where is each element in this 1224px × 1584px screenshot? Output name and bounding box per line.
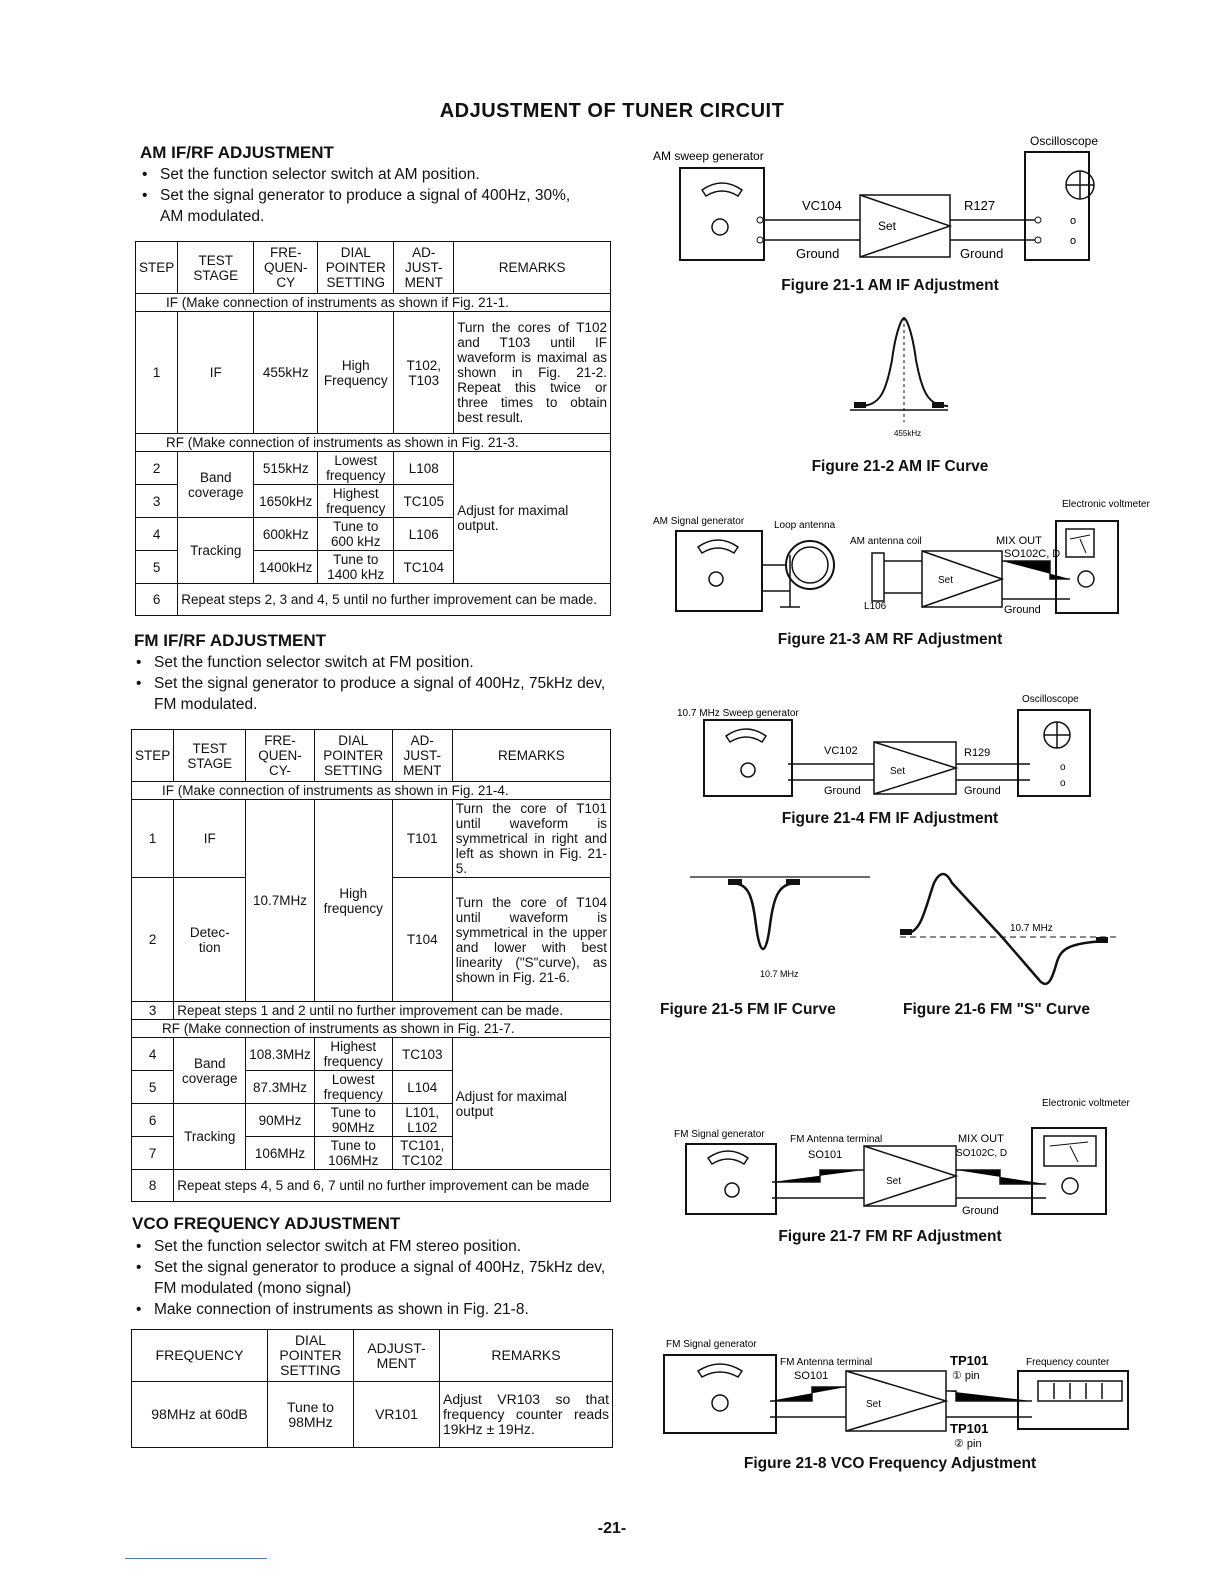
f8-set-label: Set: [866, 1399, 882, 1410]
vco-dial: Tune to 98MHz: [268, 1382, 354, 1448]
f4-scope-label: Oscilloscope: [1022, 694, 1079, 705]
f3-gen-label: AM Signal generator: [653, 516, 745, 527]
f3-set-box: [922, 551, 1002, 607]
am-rf-remarks: Adjust for maximal output.: [454, 452, 611, 584]
am-step-2: 2: [136, 452, 178, 485]
am-tracking: Tracking: [178, 518, 254, 584]
fm-step-3: 3: [132, 1002, 174, 1020]
figure-21-4: [672, 690, 1102, 802]
fm-bullets: [132, 652, 612, 715]
figure-21-8: [662, 1335, 1132, 1453]
fm-remarks-1: Turn the core of T101 until waveform is symmetrical in right and left as shown in Fig. 21-5.: [452, 800, 610, 878]
f3-loop-antenna-icon: [786, 541, 834, 589]
f8-knob-icon: [712, 1395, 728, 1411]
f8-generator-box: [664, 1355, 776, 1433]
fm-freq-6: 90MHz: [246, 1104, 315, 1137]
fm-heading: FM IF/RF ADJUSTMENT: [134, 631, 327, 650]
vco-head-dial: DIAL POINTER SETTING: [268, 1330, 354, 1382]
am-head-adj: AD- JUST- MENT: [394, 242, 454, 294]
am-head-stage: TEST STAGE: [178, 242, 254, 294]
fm-tracking: Tracking: [174, 1104, 246, 1170]
f2-freq-label: 455kHz: [894, 429, 922, 438]
vco-head-freq: FREQUENCY: [132, 1330, 268, 1382]
figure-21-1: [650, 130, 1130, 270]
f7-so1-label: SO101: [808, 1149, 843, 1161]
fm-remarks-2: Turn the core of T104 until waveform is symmetrical in the upper and lower with best linearity ("S"curve), as shown in Fig. 21-6.: [452, 878, 610, 1002]
f8-caption: Figure 21-8 VCO Frequency Adjustment: [743, 1455, 1037, 1472]
f1-knob-icon: [712, 219, 728, 235]
f4-r-label: R129: [964, 747, 991, 759]
am-adj-2: L108: [394, 452, 454, 485]
f7-ground-label: Ground: [962, 1205, 999, 1217]
am-adj-5: TC104: [394, 551, 454, 584]
am-adj-1: T102, T103: [394, 312, 454, 434]
vco-head-remarks: REMARKS: [440, 1330, 613, 1382]
am-adj-4: L106: [394, 518, 454, 551]
f3-ground-label: Ground: [1004, 604, 1041, 616]
am-freq-2: 515kHz: [254, 452, 318, 485]
svg-text:o: o: [1060, 778, 1066, 789]
am-rf-note: RF (Make connection of instruments as shown in Fig. 21-3.: [136, 434, 611, 452]
figure-21-6: [890, 865, 1130, 1000]
am-dial-5: Tune to 1400 kHz: [318, 551, 394, 584]
f8-pin2-label: ② pin: [954, 1438, 982, 1450]
am-head-remarks: REMARKS: [454, 242, 611, 294]
f6-freq-label: 10.7 MHz: [1010, 923, 1053, 934]
fm-head-remarks: REMARKS: [452, 730, 610, 782]
am-step-4: 4: [136, 518, 178, 551]
f8-set-box: [846, 1371, 946, 1431]
f8-gen-label: FM Signal generator: [666, 1339, 757, 1350]
am-step-6: 6: [136, 584, 178, 616]
fm-freq-5: 87.3MHz: [246, 1071, 315, 1104]
f4-caption: Figure 21-4 FM IF Adjustment: [781, 810, 999, 827]
am-step-5: 5: [136, 551, 178, 584]
f7-mix-label: MIX OUT: [958, 1133, 1004, 1145]
fm-bullet-2: • Set the signal generator to produce a signal of 400Hz, 75kHz dev, FM modulated.: [132, 673, 612, 715]
am-bullets: [138, 164, 578, 227]
f7-meter-icon: [708, 1151, 748, 1164]
f7-meter-label: Electronic voltmeter: [1042, 1098, 1130, 1109]
footer-rule: [125, 1558, 267, 1559]
vco-heading: VCO FREQUENCY ADJUSTMENT: [132, 1214, 401, 1233]
f3-coil-icon: [872, 553, 884, 601]
svg-text:o: o: [1070, 215, 1077, 227]
f8-tp1-label: TP101: [950, 1353, 989, 1368]
am-table: [135, 241, 611, 616]
f1-caption: Figure 21-1 AM IF Adjustment: [781, 277, 999, 294]
f8-tp2-label: TP101: [950, 1421, 989, 1436]
f5-freq-label: 10.7 MHz: [760, 969, 799, 979]
am-dial-1: High Frequency: [318, 312, 394, 434]
fm-step-2: 2: [132, 878, 174, 1002]
vco-bullets: [132, 1236, 614, 1320]
fm-freq-4: 108.3MHz: [246, 1038, 315, 1071]
f8-ant-label: FM Antenna terminal: [780, 1357, 873, 1368]
f1-meter-icon: [702, 183, 742, 196]
am-bullet-1: • Set the function selector switch at AM position.: [138, 164, 578, 185]
fm-adj-4: TC103: [392, 1038, 452, 1071]
f5-caption: Figure 21-5 FM IF Curve: [660, 1001, 836, 1018]
fm-step-5: 5: [132, 1071, 174, 1104]
page-number: -21-: [597, 1520, 627, 1537]
f4-knob-icon: [741, 763, 755, 777]
f1-scope-label: Oscilloscope: [1030, 134, 1099, 148]
f3-knob-icon: [709, 572, 723, 586]
fm-stage-1: IF: [174, 800, 246, 878]
fm-adj-1: T101: [392, 800, 452, 878]
f1-generator-box: [680, 168, 764, 260]
f8-counter-display-icon: [1038, 1381, 1122, 1401]
f3-coil-label: AM antenna coil: [850, 536, 922, 547]
vco-adj: VR101: [354, 1382, 440, 1448]
fm-row3-text: Repeat steps 1 and 2 until no further improvement can be made.: [174, 1002, 611, 1020]
f7-voltmeter-box: [1032, 1128, 1106, 1214]
fm-head-stage: TEST STAGE: [174, 730, 246, 782]
f3-generator-box: [676, 531, 762, 611]
fm-if-note: IF (Make connection of instruments as shown in Fig. 21-4.: [132, 782, 611, 800]
f8-counter-label: Frequency counter: [1026, 1357, 1110, 1368]
svg-text:o: o: [1070, 235, 1077, 247]
vco-remarks: Adjust VR103 so that frequency counter reads 19kHz ± 19Hz.: [440, 1382, 613, 1448]
fm-step-8: 8: [132, 1170, 174, 1202]
f1-ground-2: Ground: [960, 246, 1004, 261]
fm-head-adj: AD- JUST- MENT: [392, 730, 452, 782]
am-band: Band coverage: [178, 452, 254, 518]
figure-21-3: [650, 495, 1150, 623]
am-head-step: STEP: [136, 242, 178, 294]
f4-vc-label: VC102: [824, 745, 858, 757]
am-freq-4: 600kHz: [254, 518, 318, 551]
f7-caption: Figure 21-7 FM RF Adjustment: [778, 1228, 1002, 1245]
am-freq-3: 1650kHz: [254, 485, 318, 518]
f3-meter-icon: [698, 540, 738, 553]
f7-set-box: [864, 1146, 956, 1206]
fm-dial-6: Tune to 90MHz: [314, 1104, 392, 1137]
f1-ground-1: Ground: [796, 246, 840, 261]
fm-adj-7: TC101, TC102: [392, 1137, 452, 1170]
fm-bullet-1: • Set the function selector switch at FM position.: [132, 652, 612, 673]
f1-r-label: R127: [964, 198, 996, 213]
am-dial-4: Tune to 600 kHz: [318, 518, 394, 551]
f3-meter-label: Electronic voltmeter: [1062, 499, 1150, 510]
fm-adj-6: L101, L102: [392, 1104, 452, 1137]
vco-freq: 98MHz at 60dB: [132, 1382, 268, 1448]
fm-head-dial: DIAL POINTER SETTING: [314, 730, 392, 782]
fm-row8-text: Repeat steps 4, 5 and 6, 7 until no further improvement can be made: [174, 1170, 611, 1202]
am-freq-1: 455kHz: [254, 312, 318, 434]
f2-caption: Figure 21-2 AM IF Curve: [811, 458, 989, 475]
vco-bullet-2: • Set the signal generator to produce a signal of 400Hz, 75kHz dev, FM modulated (mono signal): [132, 1257, 614, 1299]
am-head-dial: DIAL POINTER SETTING: [318, 242, 394, 294]
f3-caption: Figure 21-3 AM RF Adjustment: [777, 631, 1003, 648]
f3-loop-label: Loop antenna: [774, 520, 836, 531]
fm-dial-7: Tune to 106MHz: [314, 1137, 392, 1170]
f7-ant-label: FM Antenna terminal: [790, 1134, 883, 1145]
f8-counter-box: [1018, 1371, 1128, 1429]
f1-set-label: Set: [878, 219, 897, 233]
f3-set-label: Set: [938, 575, 954, 586]
fm-dial-5: Lowest frequency: [314, 1071, 392, 1104]
f8-meter-icon: [698, 1364, 742, 1377]
fm-step-6: 6: [132, 1104, 174, 1137]
am-adj-3: TC105: [394, 485, 454, 518]
fm-dial-4: Highest frequency: [314, 1038, 392, 1071]
f6-curve: [908, 874, 1106, 984]
f7-so2-label: SO102C, D: [956, 1148, 1008, 1159]
am-stage-1: IF: [178, 312, 254, 434]
f1-set-box: [860, 195, 950, 257]
f3-l-label: L106: [864, 601, 887, 612]
f1-scope-box: [1025, 152, 1089, 260]
f7-set-label: Set: [886, 1176, 902, 1187]
f3-mix-label: MIX OUT: [996, 535, 1042, 547]
am-dial-3: Highest frequency: [318, 485, 394, 518]
fm-band: Band coverage: [174, 1038, 246, 1104]
am-bullet-2: • Set the signal generator to produce a signal of 400Hz, 30%, AM modulated.: [138, 185, 578, 227]
am-remarks-1: Turn the cores of T102 and T103 until IF waveform is maximal as shown in Fig. 21-2. Repeat this twice or three times to obtain best result.: [454, 312, 611, 434]
vco-bullet-3: • Make connection of instruments as shown in Fig. 21-8.: [132, 1299, 614, 1320]
fm-step-1: 1: [132, 800, 174, 878]
am-heading: AM IF/RF ADJUSTMENT: [140, 143, 334, 162]
fm-rf-remarks: Adjust for maximal output: [452, 1038, 610, 1170]
f8-so1-label: SO101: [794, 1370, 829, 1382]
f4-meter-icon: [726, 729, 766, 742]
am-dial-2: Lowest frequency: [318, 452, 394, 485]
f5-curve: [730, 883, 798, 949]
f4-generator-box: [704, 720, 792, 796]
am-if-note: IF (Make connection of instruments as shown if Fig. 21-1.: [136, 294, 611, 312]
am-step-3: 3: [136, 485, 178, 518]
fm-stage-2: Detec- tion: [174, 878, 246, 1002]
fm-freq-if: 10.7MHz: [246, 800, 315, 1002]
f4-set-box: [874, 742, 956, 794]
fm-adj-2: T104: [392, 878, 452, 1002]
f7-generator-box: [686, 1144, 776, 1214]
f4-ground-1: Ground: [824, 785, 861, 797]
am-freq-5: 1400kHz: [254, 551, 318, 584]
f7-gen-label: FM Signal generator: [674, 1129, 765, 1140]
am-head-freq: FRE- QUEN- CY: [254, 242, 318, 294]
figure-21-2: [840, 310, 980, 440]
fm-dial-if: High frequency: [314, 800, 392, 1002]
am-step-1: 1: [136, 312, 178, 434]
f6-caption: Figure 21-6 FM "S" Curve: [903, 1001, 1090, 1018]
vco-head-adj: ADJUST- MENT: [354, 1330, 440, 1382]
fm-adj-5: L104: [392, 1071, 452, 1104]
f1-gen-label: AM sweep generator: [653, 149, 764, 163]
page-title: ADJUSTMENT OF TUNER CIRCUIT: [439, 100, 785, 122]
f8-pin1-label: ① pin: [952, 1370, 980, 1382]
f4-ground-2: Ground: [964, 785, 1001, 797]
svg-text:o: o: [1060, 762, 1066, 773]
fm-step-4: 4: [132, 1038, 174, 1071]
f4-set-label: Set: [890, 766, 906, 777]
f7-knob-icon: [725, 1183, 739, 1197]
f1-vc-label: VC104: [802, 198, 842, 213]
fm-rf-note: RF (Make connection of instruments as shown in Fig. 21-7.: [132, 1020, 611, 1038]
fm-head-step: STEP: [132, 730, 174, 782]
fm-step-7: 7: [132, 1137, 174, 1170]
figure-21-7: [670, 1092, 1130, 1222]
figure-21-5: [690, 865, 880, 985]
f3-so-label: SO102C, D: [1004, 548, 1061, 560]
vco-bullet-1: • Set the function selector switch at FM stereo position.: [132, 1236, 614, 1257]
am-row6-text: Repeat steps 2, 3 and 4, 5 until no further improvement can be made.: [178, 584, 611, 616]
fm-table: [131, 729, 611, 1202]
fm-head-freq: FRE- QUEN- CY-: [246, 730, 315, 782]
vco-table: [131, 1329, 613, 1448]
f4-gen-label: 10.7 MHz Sweep generator: [677, 708, 799, 719]
fm-freq-7: 106MHz: [246, 1137, 315, 1170]
